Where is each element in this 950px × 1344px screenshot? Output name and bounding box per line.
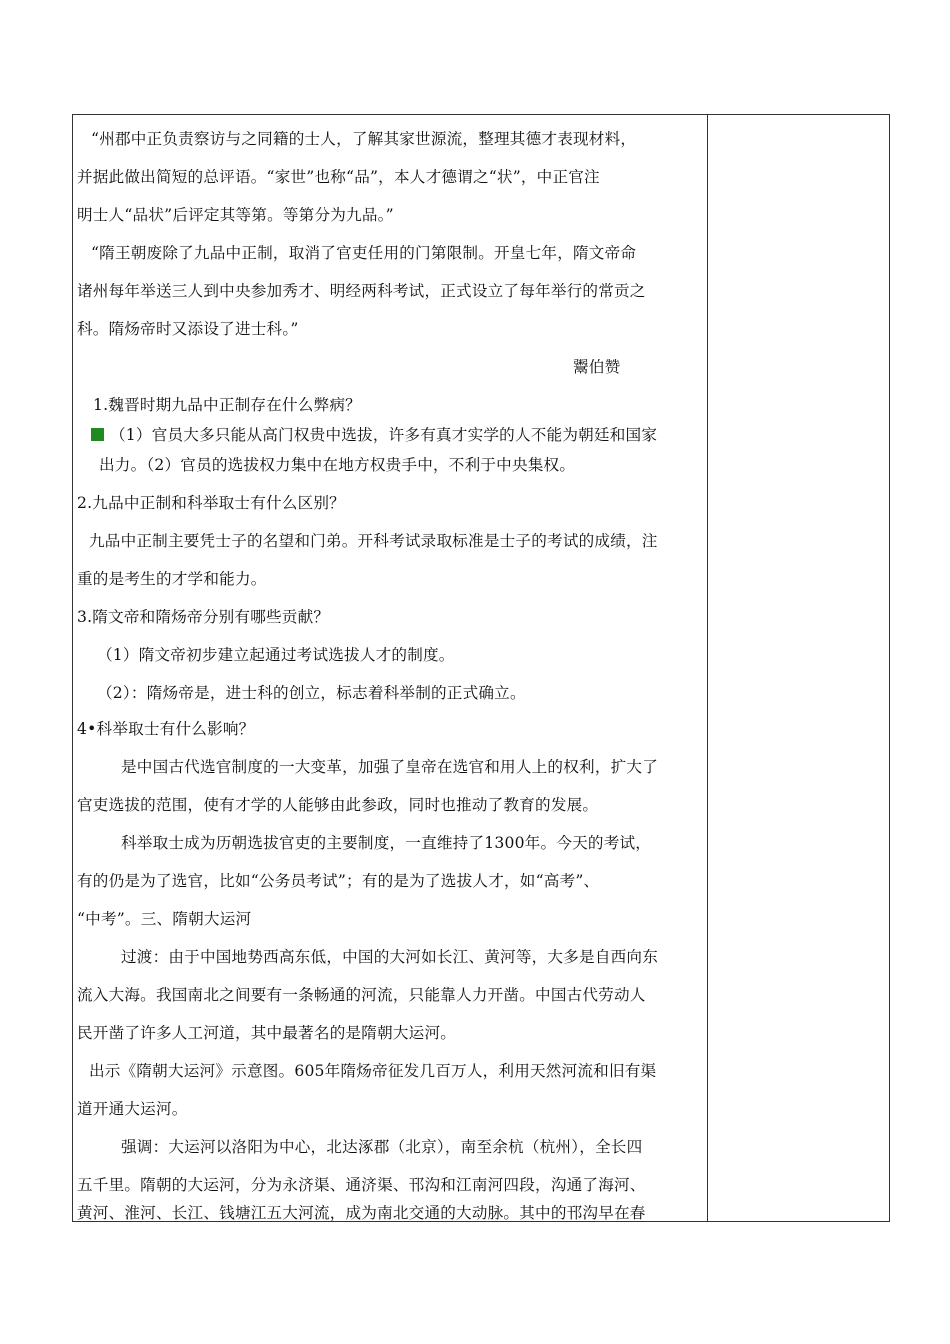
question-heading: 1.魏晋时期九品中正制存在什么弊病？	[93, 396, 361, 414]
paragraph-line: “州郡中正负责察访与之同籍的士人，了解其家世源流，整理其德才表现材料，	[91, 130, 637, 148]
paragraph-line: 科举取士成为历朝选拔官吏的主要制度，一直维持了1300年。今天的考试，	[121, 834, 652, 852]
paragraph-line: 黄河、淮河、长江、钱塘江五大河流，成为南北交通的大动脉。其中的邗沟早在春	[77, 1204, 646, 1222]
question-heading: 3.隋文帝和隋炀帝分别有哪些贡献？	[77, 608, 330, 626]
answer-line: 重的是考生的才学和能力。	[77, 570, 267, 588]
author-signature: 鬻伯赞	[573, 358, 621, 376]
paragraph-line: 诸州每年举送三人到中央参加秀才、明经两科考试，正式设立了每年举行的常贡之	[77, 282, 646, 300]
paragraph-line: 强调：大运河以洛阳为中心，北达涿郡（北京），南至余杭（杭州），全长四	[121, 1138, 643, 1156]
paragraph-line: 出示《隋朝大运河》示意图。605年隋炀帝征发几百万人，利用天然河流和旧有渠	[89, 1062, 657, 1080]
paragraph-line: 过渡：由于中国地势西高东低，中国的大河如长江、黄河等，大多是自西向东	[121, 948, 658, 966]
answer-line: 出力。（2）官员的选拔权力集中在地方权贵手中，不利于中央集权。	[99, 456, 576, 474]
green-square-icon	[91, 428, 104, 441]
section-heading: “中考”。三、隋朝大运河	[77, 910, 252, 928]
answer-text: （1）官员大多只能从高门权贵中选拔，许多有真才实学的人不能为朝廷和国家	[110, 426, 658, 444]
question-heading: 2.九品中正制和科举取士有什么区别？	[77, 494, 345, 512]
paragraph-line: 明士人“品状”后评定其等第。等第分为九品。”	[77, 206, 394, 224]
paragraph-line: 有的仍是为了选官，比如“公务员考试”；有的是为了选拔人才，如“高考”、	[77, 872, 600, 890]
answer-line: （1）隋文帝初步建立起通过考试选拔人才的制度。	[97, 646, 455, 664]
answer-line: （2）：隋炀帝是，进士科的创立，标志着科举制的正式确立。	[97, 684, 526, 702]
paragraph-line: 并据此做出简短的总评语。“家世”也称“品”，本人才德谓之“状”，中正官注	[77, 168, 600, 186]
paragraph-line: 民开凿了许多人工河道，其中最著名的是隋朝大运河。	[77, 1024, 457, 1042]
paragraph-line: 科。隋炀帝时又添设了进士科。”	[77, 320, 299, 338]
answer-line: 九品中正制主要凭士子的名望和门弟。开科考试录取标准是士子的考试的成绩，注	[89, 532, 658, 550]
paragraph-line: “隋王朝废除了九品中正制，取消了官吏任用的门第限制。开皇七年，隋文帝命	[91, 244, 637, 262]
paragraph-line: 流入大海。我国南北之间要有一条畅通的河流，只能靠人力开凿。中国古代劳动人	[77, 986, 646, 1004]
notes-cell	[708, 115, 890, 1221]
content-table	[72, 114, 890, 1222]
paragraph-line: 五千里。隋朝的大运河，分为永济渠、通济渠、邗沟和江南河四段，沟通了海河、	[77, 1176, 646, 1194]
answer-line	[91, 425, 731, 445]
question-heading: 4•科举取士有什么影响？	[77, 720, 255, 738]
paragraph-line: 是中国古代选官制度的一大变革，加强了皇帝在选官和用人上的权利，扩大了	[121, 758, 658, 776]
paragraph-line: 道开通大运河。	[77, 1100, 188, 1118]
paragraph-line: 官吏选拔的范围，使有才学的人能够由此参政，同时也推动了教育的发展。	[77, 796, 599, 814]
